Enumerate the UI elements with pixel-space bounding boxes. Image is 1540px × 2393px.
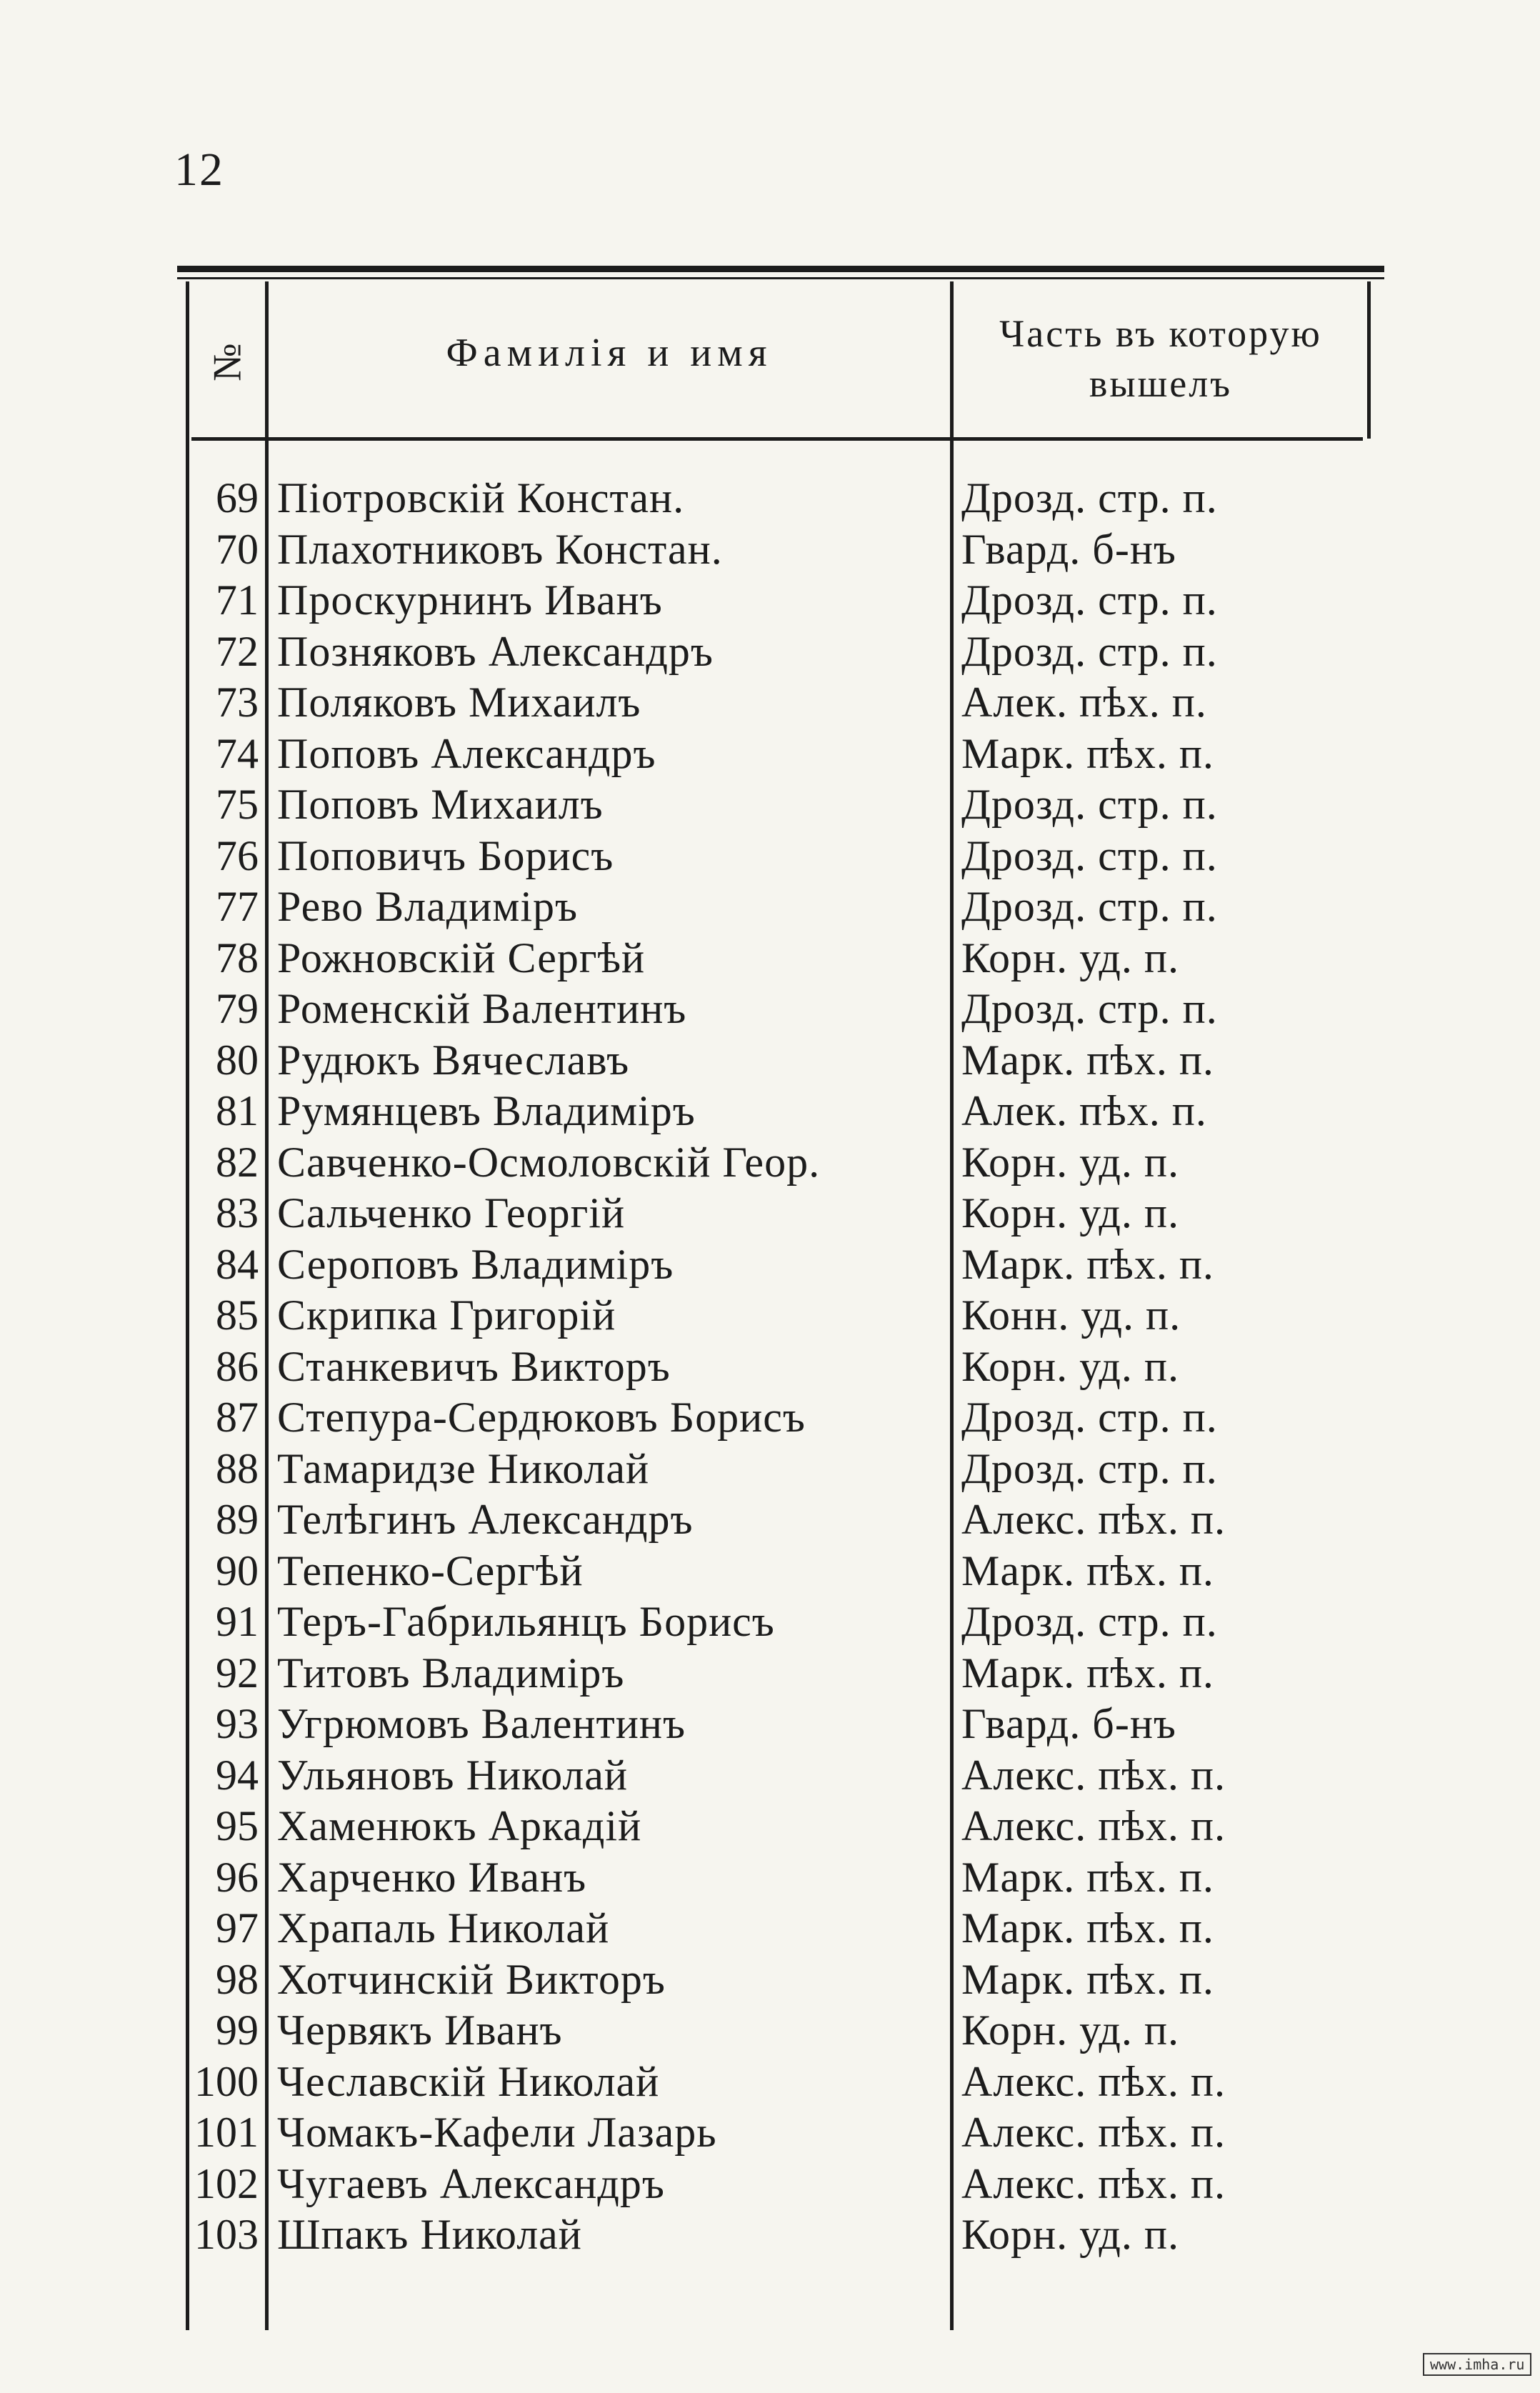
row-name: Поповъ Михаилъ <box>277 781 604 828</box>
table-row <box>177 1801 1384 1852</box>
row-number: 71 <box>216 576 259 624</box>
row-number: 90 <box>216 1547 259 1594</box>
table-row <box>177 1086 1384 1137</box>
row-number: 73 <box>216 679 259 726</box>
row-part: Дрозд. стр. п. <box>961 883 1218 930</box>
row-name: Чеславскій Николай <box>277 2057 660 2105</box>
header-part <box>954 309 1368 409</box>
row-part: Алекс. пѣх. п. <box>961 1751 1226 1799</box>
row-number: 94 <box>216 1751 259 1799</box>
row-name: Храпаль Николай <box>277 1904 610 1952</box>
table-row <box>177 1597 1384 1648</box>
table-row <box>177 473 1384 524</box>
row-name: Румянцевъ Владиміръ <box>277 1087 696 1134</box>
row-part: Корн. уд. п. <box>961 2007 1179 2054</box>
table-row <box>177 2209 1384 2261</box>
row-part: Марк. пѣх. п. <box>961 729 1214 777</box>
table-row <box>177 984 1384 1035</box>
row-name: Тепенко-Сергѣй <box>277 1547 584 1594</box>
row-part: Алекс. пѣх. п. <box>961 2109 1226 2156</box>
row-name: Шпакъ Николай <box>277 2211 582 2258</box>
row-number: 79 <box>216 985 259 1032</box>
table-row <box>177 1954 1384 2006</box>
header-part-line2: вышелъ <box>1089 362 1233 405</box>
row-number: 96 <box>216 1853 259 1901</box>
row-part: Конн. уд. п. <box>961 1292 1181 1339</box>
header-part-line1: Часть въ которую <box>999 312 1322 355</box>
row-number: 82 <box>216 1138 259 1186</box>
row-part: Дрозд. стр. п. <box>961 985 1218 1032</box>
header-bottom-rule <box>191 437 1363 441</box>
row-number: 99 <box>216 2007 259 2054</box>
row-part: Дрозд. стр. п. <box>961 627 1218 675</box>
row-number: 78 <box>216 934 259 981</box>
top-rule-thin <box>177 277 1384 279</box>
row-part: Марк. пѣх. п. <box>961 1955 1214 2003</box>
table-row <box>177 1494 1384 1546</box>
row-name: Скрипка Григорій <box>277 1292 616 1339</box>
row-number: 89 <box>216 1496 259 1543</box>
table-row <box>177 1392 1384 1444</box>
row-name: Станкевичъ Викторъ <box>277 1342 671 1390</box>
table-row <box>177 1546 1384 1597</box>
table-row <box>177 2057 1384 2108</box>
row-number: 98 <box>216 1955 259 2003</box>
top-rule-thick <box>177 266 1384 272</box>
row-part: Корн. уд. п. <box>961 1342 1179 1390</box>
row-part: Марк. пѣх. п. <box>961 1547 1214 1594</box>
row-name: Угрюмовъ Валентинъ <box>277 1700 686 1747</box>
table-row <box>177 1342 1384 1393</box>
table-row <box>177 881 1384 933</box>
row-number: 86 <box>216 1342 259 1390</box>
table-row <box>177 2107 1384 2159</box>
row-number: 81 <box>216 1087 259 1134</box>
row-name: Чомакъ-Кафели Лазарь <box>277 2109 717 2156</box>
row-number: 103 <box>194 2211 259 2258</box>
row-name: Плахотниковъ Констан. <box>277 525 723 573</box>
row-name: Рожновскій Сергѣй <box>277 934 646 981</box>
row-number: 69 <box>216 474 259 521</box>
row-name: Поповъ Александръ <box>277 729 656 777</box>
row-number: 70 <box>216 525 259 573</box>
table-row <box>177 1750 1384 1802</box>
header-number <box>190 309 265 416</box>
roster-table <box>177 266 1384 2330</box>
row-part: Марк. пѣх. п. <box>961 1853 1214 1901</box>
row-part: Дрозд. стр. п. <box>961 1598 1218 1645</box>
page-number: 12 <box>174 144 224 196</box>
row-name: Рудюкъ Вячеславъ <box>277 1036 630 1084</box>
row-name: Сероповъ Владиміръ <box>277 1240 674 1288</box>
row-part: Корн. уд. п. <box>961 934 1179 981</box>
watermark: www.imha.ru <box>1423 2353 1531 2376</box>
row-name: Поляковъ Михаилъ <box>277 679 641 726</box>
table-row <box>177 779 1384 831</box>
row-part: Алекс. пѣх. п. <box>961 2057 1226 2105</box>
row-name: Хотчинскій Викторъ <box>277 1955 666 2003</box>
row-name: Проскурнинъ Иванъ <box>277 576 663 624</box>
table-row <box>177 1699 1384 1750</box>
row-number: 100 <box>194 2057 259 2105</box>
table-row <box>177 1903 1384 1954</box>
row-number: 83 <box>216 1189 259 1237</box>
table-row <box>177 1648 1384 1699</box>
row-number: 95 <box>216 1802 259 1849</box>
row-part: Марк. пѣх. п. <box>961 1904 1214 1952</box>
row-number: 93 <box>216 1700 259 1747</box>
table-row <box>177 575 1384 626</box>
table-row <box>177 2005 1384 2057</box>
row-name: Харченко Иванъ <box>277 1853 587 1901</box>
row-part: Дрозд. стр. п. <box>961 831 1218 879</box>
table-row <box>177 2159 1384 2210</box>
row-number: 75 <box>216 781 259 828</box>
row-name: Піотровскій Констан. <box>277 474 685 521</box>
row-number: 74 <box>216 729 259 777</box>
row-part: Дрозд. стр. п. <box>961 781 1218 828</box>
row-number: 72 <box>216 627 259 675</box>
row-name: Ульяновъ Николай <box>277 1751 629 1799</box>
row-number: 80 <box>216 1036 259 1084</box>
row-name: Савченко-Осмоловскій Геор. <box>277 1138 821 1186</box>
row-name: Роменскій Валентинъ <box>277 985 687 1032</box>
row-name: Титовъ Владиміръ <box>277 1649 625 1697</box>
row-name: Поповичъ Борисъ <box>277 831 614 879</box>
row-part: Алек. пѣх. п. <box>961 1087 1207 1134</box>
table-row <box>177 1035 1384 1086</box>
row-number: 77 <box>216 883 259 930</box>
row-part: Дрозд. стр. п. <box>961 474 1218 521</box>
table-row <box>177 1444 1384 1495</box>
row-name: Червякъ Иванъ <box>277 2007 563 2054</box>
row-name: Телѣгинъ Александръ <box>277 1496 694 1543</box>
row-part: Марк. пѣх. п. <box>961 1649 1214 1697</box>
row-number: 76 <box>216 831 259 879</box>
row-name: Тамаридзе Николай <box>277 1444 650 1492</box>
row-part: Дрозд. стр. п. <box>961 1444 1218 1492</box>
row-part: Корн. уд. п. <box>961 1189 1179 1237</box>
row-number: 84 <box>216 1240 259 1288</box>
row-part: Марк. пѣх. п. <box>961 1240 1214 1288</box>
row-name: Рево Владиміръ <box>277 883 579 930</box>
row-part: Гвард. б-нъ <box>961 525 1176 573</box>
header-number-label: № <box>205 343 250 381</box>
row-name: Степура-Сердюковъ Борисъ <box>277 1394 806 1441</box>
table-row <box>177 1137 1384 1189</box>
row-part: Гвард. б-нъ <box>961 1700 1176 1747</box>
row-part: Алекс. пѣх. п. <box>961 1496 1226 1543</box>
row-part: Корн. уд. п. <box>961 2211 1179 2258</box>
row-number: 91 <box>216 1598 259 1645</box>
row-number: 85 <box>216 1292 259 1339</box>
row-number: 101 <box>194 2109 259 2156</box>
table-body <box>177 473 1384 2261</box>
row-number: 92 <box>216 1649 259 1697</box>
row-number: 97 <box>216 1904 259 1952</box>
row-number: 88 <box>216 1444 259 1492</box>
table-row <box>177 626 1384 678</box>
table-row <box>177 1290 1384 1342</box>
row-name: Позняковъ Александръ <box>277 627 714 675</box>
row-part: Марк. пѣх. п. <box>961 1036 1214 1084</box>
table-row <box>177 933 1384 984</box>
table-row <box>177 524 1384 576</box>
row-part: Алекс. пѣх. п. <box>961 2159 1226 2207</box>
table-row <box>177 677 1384 729</box>
row-part: Алекс. пѣх. п. <box>961 1802 1226 1849</box>
row-part: Корн. уд. п. <box>961 1138 1179 1186</box>
table-row <box>177 1188 1384 1239</box>
table-row <box>177 1239 1384 1291</box>
row-name: Сальченко Георгій <box>277 1189 626 1237</box>
table-row <box>177 831 1384 882</box>
row-part: Алек. пѣх. п. <box>961 679 1207 726</box>
row-number: 102 <box>194 2159 259 2207</box>
table-row <box>177 729 1384 780</box>
row-number: 87 <box>216 1394 259 1441</box>
table-row <box>177 1852 1384 1904</box>
row-name: Теръ-Габрильянцъ Борисъ <box>277 1598 775 1645</box>
row-part: Дрозд. стр. п. <box>961 576 1218 624</box>
row-name: Хаменюкъ Аркадій <box>277 1802 642 1849</box>
row-part: Дрозд. стр. п. <box>961 1394 1218 1441</box>
row-name: Чугаевъ Александръ <box>277 2159 665 2207</box>
header-name: Фамилія и имя <box>446 331 773 375</box>
